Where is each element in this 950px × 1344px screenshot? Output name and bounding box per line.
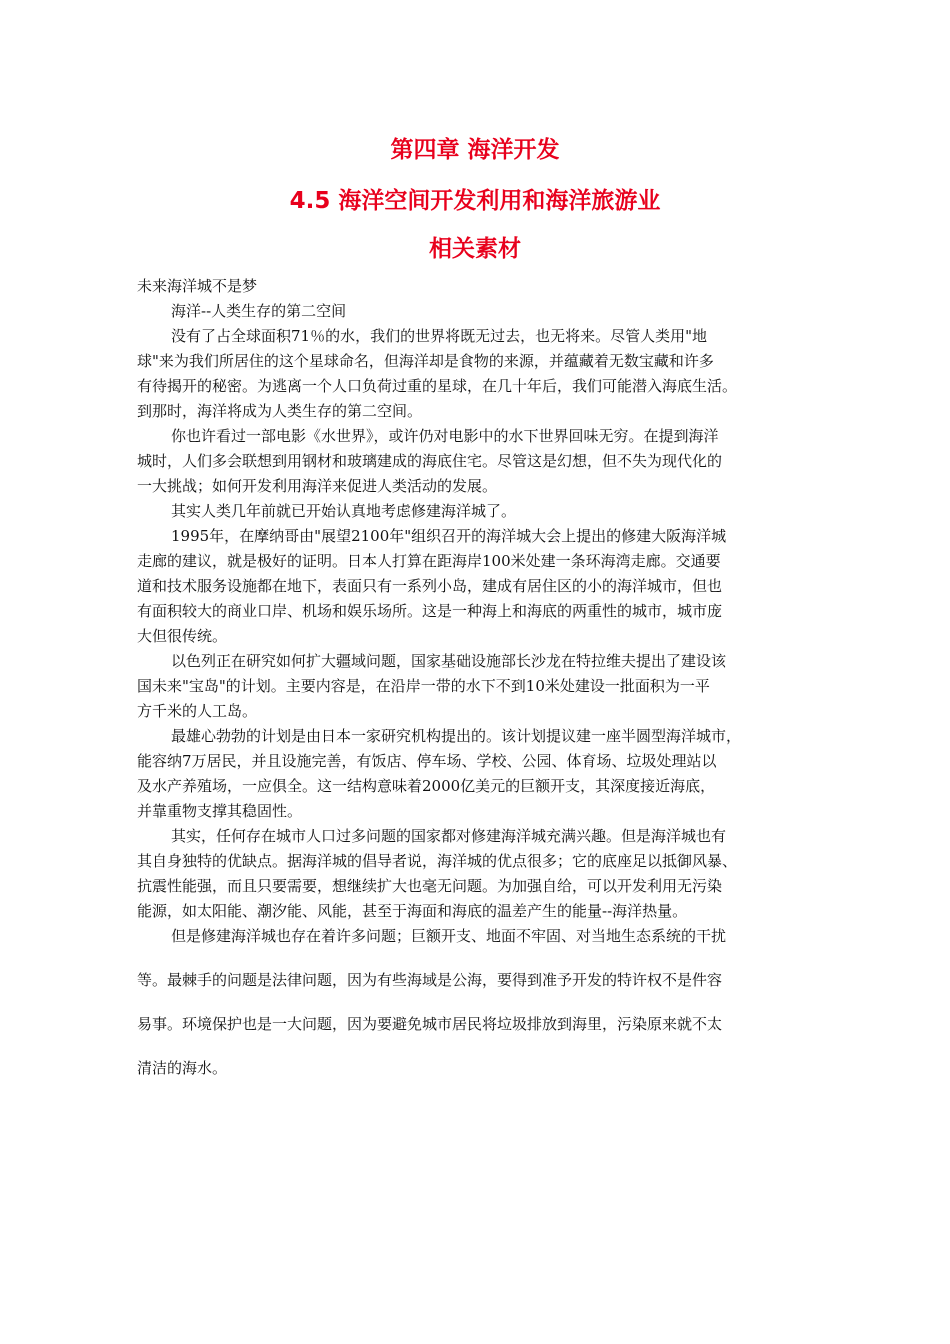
paragraph-line: 走廊的建议，就是极好的证明。日本人打算在距海岸100米处建一条环海湾走廊。交通要 [137, 552, 721, 570]
article-title: 未来海洋城不是梦 [137, 277, 258, 295]
paragraph-line: 没有了占全球面积71％的水，我们的世界将既无过去，也无将来。尽管人类用"地 [171, 327, 707, 345]
paragraph-line: 其实，任何存在城市人口过多问题的国家都对修建海洋城充满兴趣。但是海洋城也有 [171, 827, 727, 845]
paragraph-line: 等。最棘手的问题是法律问题，因为有些海域是公海，要得到准予开发的特许权不是件容 [137, 971, 723, 989]
paragraph-line: 能容纳7万居民，并且设施完善，有饭店、停车场、学校、公园、体育场、垃圾处理站以 [137, 752, 717, 770]
paragraph-line: 能源，如太阳能、潮汐能、风能，甚至于海面和海底的温差产生的能量--海洋热量。 [137, 902, 688, 920]
paragraph-line: 城时，人们多会联想到用钢材和玻璃建成的海底住宅。尽管这是幻想，但不失为现代化的 [137, 452, 723, 470]
paragraph-line: 道和技术服务设施都在地下，表面只有一系列小岛，建成有居住区的小的海洋城市，但也 [137, 577, 723, 595]
section-heading: 4.5 海洋空间开发利用和海洋旅游业 [289, 188, 661, 214]
paragraph-line: 方千米的人工岛。 [137, 702, 258, 720]
paragraph-line: 以色列正在研究如何扩大疆域问题，国家基础设施部长沙龙在特拉维夫提出了建设该 [171, 652, 727, 670]
paragraph-line: 抗震性能强，而且只要需要，想继续扩大也毫无问题。为加强自给，可以开发利用无污染 [137, 877, 723, 895]
article-subtitle: 海洋--人类生存的第二空间 [171, 302, 347, 320]
paragraph-line: 大但很传统。 [137, 627, 228, 645]
paragraph-line: 清洁的海水。 [137, 1059, 228, 1077]
paragraph-line: 1995年，在摩纳哥由"展望2100年"组织召开的海洋城大会上提出的修建大阪海洋城 [171, 527, 727, 545]
paragraph-line: 一大挑战；如何开发利用海洋来促进人类活动的发展。 [137, 477, 498, 495]
paragraph-line: 到那时，海洋将成为人类生存的第二空间。 [137, 402, 423, 420]
paragraph-line: 及水产养殖场，一应俱全。这一结构意味着2000亿美元的巨额开支，其深度接近海底， [137, 777, 716, 795]
paragraph-line: 你也许看过一部电影《水世界》，或许仍对电影中的水下世界回味无穷。在提到海洋 [171, 427, 719, 445]
paragraph-line: 国未来"宝岛"的计划。主要内容是，在沿岸一带的水下不到10米处建设一批面积为一平 [137, 677, 710, 695]
paragraph-line: 其自身独特的优缺点。据海洋城的倡导者说，海洋城的优点很多；它的底座足以抵御风暴、 [137, 852, 738, 870]
paragraph-line: 有面积较大的商业口岸、机场和娱乐场所。这是一种海上和海底的两重性的城市，城市庞 [137, 602, 723, 620]
article-body [137, 274, 827, 1081]
paragraph-line: 最雄心勃勃的计划是由日本一家研究机构提出的。该计划提议建一座半圆型海洋城市， [171, 727, 742, 745]
paragraph-line: 其实人类几年前就已开始认真地考虑修建海洋城了。 [171, 502, 517, 520]
paragraph-line: 并靠重物支撑其稳固性。 [137, 802, 303, 820]
materials-heading: 相关素材 [429, 236, 521, 262]
paragraph-line: 球"来为我们所居住的这个星球命名，但海洋却是食物的来源，并蕴藏着无数宝藏和许多 [137, 352, 714, 370]
chapter-heading: 第四章 海洋开发 [390, 137, 560, 163]
paragraph-line: 但是修建海洋城也存在着许多问题；巨额开支、地面不牢固、对当地生态系统的干扰 [171, 927, 727, 945]
paragraph-line: 易事。环境保护也是一大问题，因为要避免城市居民将垃圾排放到海里，污染原来就不太 [137, 1015, 723, 1033]
paragraph-line: 有待揭开的秘密。为逃离一个人口负荷过重的星球，在几十年后，我们可能潜入海底生活。 [137, 377, 738, 395]
